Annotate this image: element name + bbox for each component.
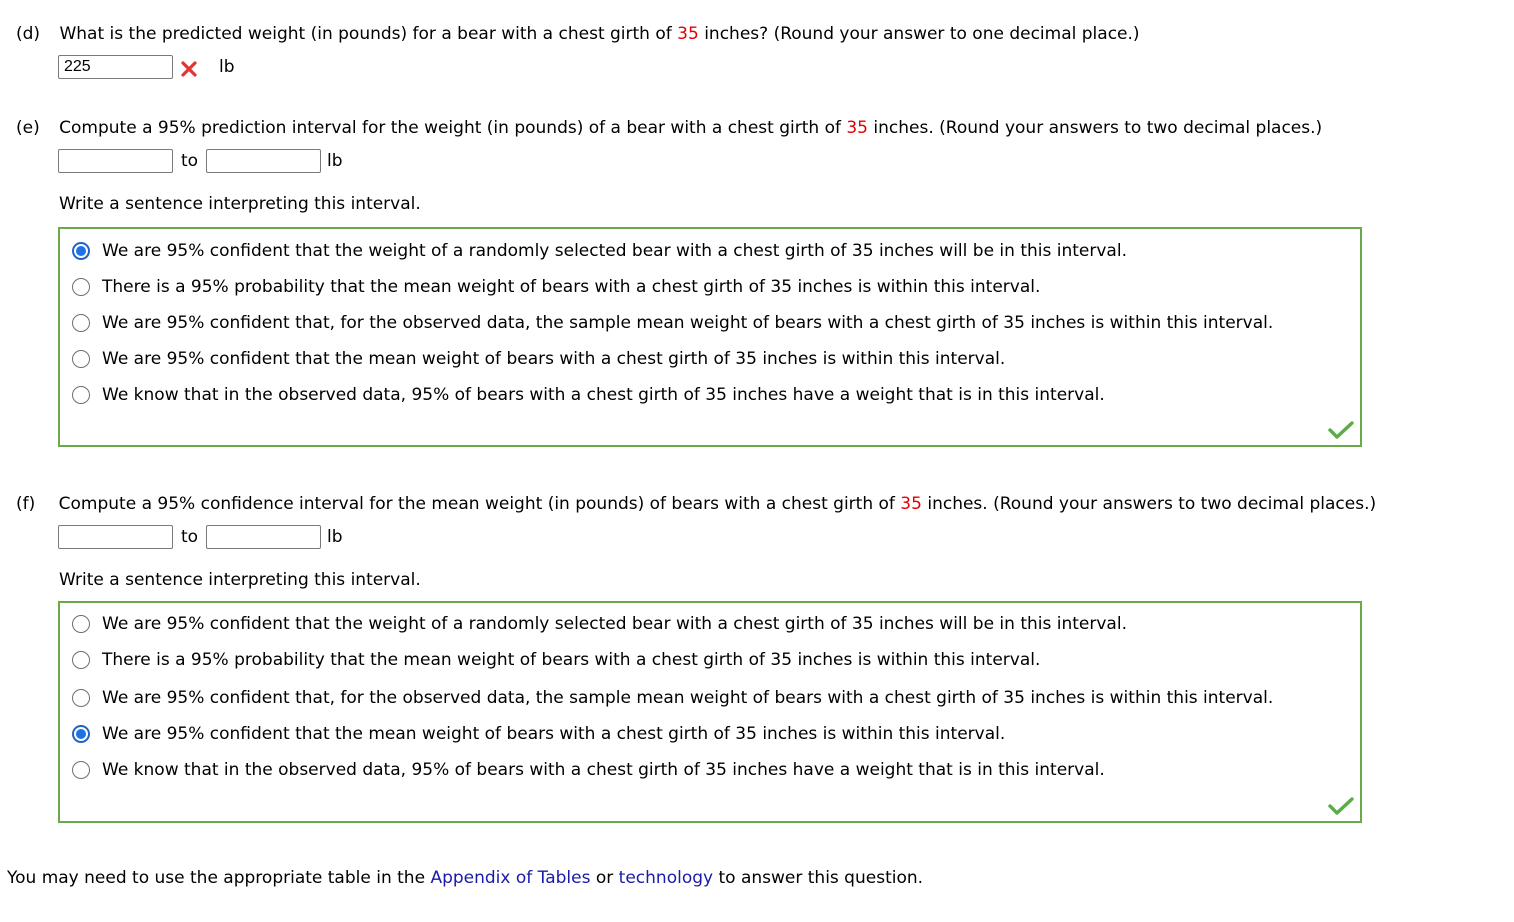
option-label: We are 95% confident that the mean weight of bears with a chest girth of 35 inches is within this interval. xyxy=(102,724,1006,744)
part-f-lower-input[interactable] xyxy=(58,525,173,549)
option-label: We are 95% confident that, for the observed data, the sample mean weight of bears with a chest girth of 35 inches is within this interval. xyxy=(102,313,1274,333)
green-check-icon xyxy=(1328,797,1354,815)
part-f-interpret-prompt: Write a sentence interpreting this interval. xyxy=(59,570,421,590)
part-e-interpret-prompt: Write a sentence interpreting this interval. xyxy=(59,194,421,214)
part-f-label: (f) xyxy=(16,494,36,514)
appendix-of-tables-link[interactable]: Appendix of Tables xyxy=(430,868,591,888)
part-f-to-label: to xyxy=(181,527,199,547)
green-check-icon xyxy=(1328,421,1354,439)
radio-icon[interactable] xyxy=(72,314,90,332)
part-d-weight-input[interactable] xyxy=(58,55,173,79)
part-f-options-box xyxy=(58,601,1362,823)
footer-mid: or xyxy=(595,868,614,888)
radio-icon[interactable] xyxy=(72,278,90,296)
option-label: We know that in the observed data, 95% of bears with a chest girth of 35 inches have a weight that is in this interval. xyxy=(102,385,1105,405)
option-label: We know that in the observed data, 95% of bears with a chest girth of 35 inches have a weight that is in this interval. xyxy=(102,760,1105,780)
part-f-upper-input[interactable] xyxy=(206,525,321,549)
option-label: We are 95% confident that the weight of a randomly selected bear with a chest girth of 35 inches will be in this interval. xyxy=(102,241,1127,261)
footer-pre: You may need to use the appropriate table in the xyxy=(7,868,426,888)
part-d-question-post: inches? (Round your answer to one decimal place.) xyxy=(704,24,1140,44)
red-x-icon xyxy=(180,60,198,78)
option-label: There is a 95% probability that the mean weight of bears with a chest girth of 35 inches is within this interval. xyxy=(102,650,1041,670)
part-e-girth: 35 xyxy=(846,118,868,138)
part-e-question-text: Compute a 95% prediction interval for the weight (in pounds) of a bear with a chest girth of xyxy=(59,118,841,138)
radio-icon[interactable] xyxy=(72,761,90,779)
radio-selected-icon[interactable] xyxy=(72,725,90,743)
part-e-upper-input[interactable] xyxy=(206,149,321,173)
part-e-options-box xyxy=(58,227,1362,447)
part-f-question-post: inches. (Round your answers to two decimal places.) xyxy=(927,494,1377,514)
radio-selected-icon[interactable] xyxy=(72,242,90,260)
radio-icon[interactable] xyxy=(72,350,90,368)
part-d-question xyxy=(16,24,1140,44)
option-label: We are 95% confident that, for the observed data, the sample mean weight of bears with a chest girth of 35 inches is within this interval. xyxy=(102,688,1274,708)
part-e-lower-input[interactable] xyxy=(58,149,173,173)
part-e-label: (e) xyxy=(16,118,40,138)
part-d-girth: 35 xyxy=(677,24,699,44)
part-e-to-label: to xyxy=(181,151,199,171)
part-f-question-text: Compute a 95% confidence interval for the mean weight (in pounds) of bears with a chest girth of xyxy=(58,494,895,514)
technology-link[interactable]: technology xyxy=(618,868,714,888)
option-label: There is a 95% probability that the mean weight of bears with a chest girth of 35 inches is within this interval. xyxy=(102,277,1041,297)
part-e-question-post: inches. (Round your answers to two decimal places.) xyxy=(873,118,1323,138)
part-f-girth: 35 xyxy=(900,494,922,514)
radio-icon[interactable] xyxy=(72,615,90,633)
part-f-unit: lb xyxy=(327,527,343,547)
radio-icon[interactable] xyxy=(72,386,90,404)
part-d-unit: lb xyxy=(219,57,235,77)
part-e-unit: lb xyxy=(327,151,343,171)
part-f-question xyxy=(16,494,1376,514)
option-label: We are 95% confident that the weight of a randomly selected bear with a chest girth of 35 inches will be in this interval. xyxy=(102,614,1127,634)
option-label: We are 95% confident that the mean weight of bears with a chest girth of 35 inches is within this interval. xyxy=(102,349,1006,369)
radio-icon[interactable] xyxy=(72,689,90,707)
part-d-label: (d) xyxy=(16,24,41,44)
footer-note xyxy=(7,868,923,888)
footer-post: to answer this question. xyxy=(718,868,924,888)
part-e-question xyxy=(16,118,1322,138)
radio-icon[interactable] xyxy=(72,651,90,669)
part-d-question-text: What is the predicted weight (in pounds) for a bear with a chest girth of xyxy=(59,24,672,44)
